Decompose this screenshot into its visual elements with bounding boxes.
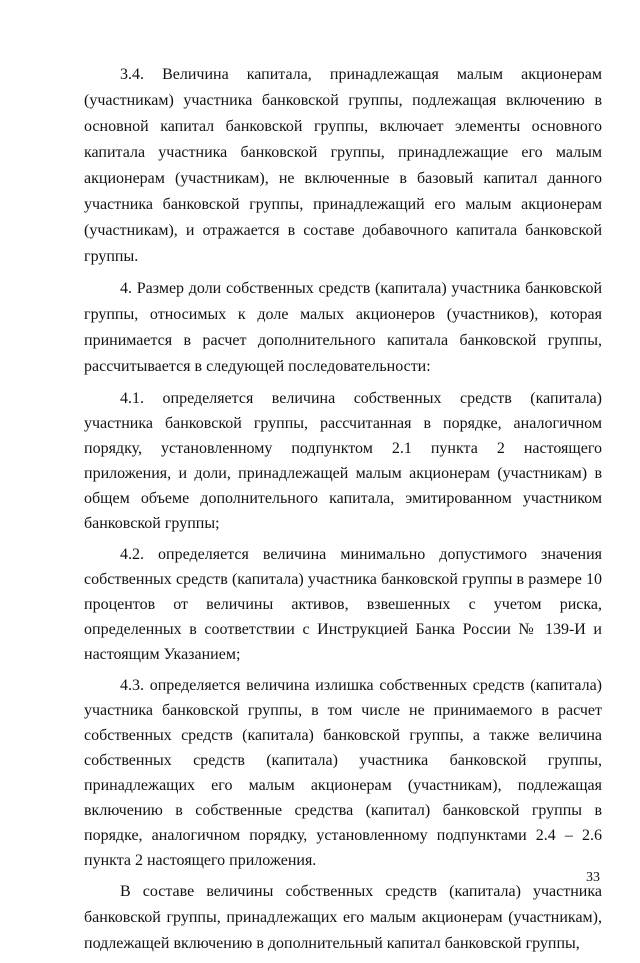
paragraph-4: 4. Размер доли собственных средств (капитала) участника банковской группы, относимых к доле малых акционеров (участников), которая принимается в расчет дополнительного капитала банковской группы, рассчитывается в следующей последовательности:	[84, 280, 602, 375]
paragraph-3-4: 3.4. Величина капитала, принадлежащая малым акционерам (участникам) участника банковской группы, подлежащая включению в основной капитал банковской группы, включает элементы основного капитала участника банковской группы, принадлежащие его малым акционерам (участникам), не включенные в базовый капитал данного участника банковской группы, принадлежащий его малым акционерам (участникам), и отражается в составе добавочного капитала банковской группы.	[84, 66, 602, 265]
page-number: 33	[586, 870, 600, 885]
paragraph-4-2: 4.2. определяется величина минимально допустимого значения собственных средств (капитала) участника банковской группы в размере 10 процентов от величины активов, взвешенных с учетом риска, определенных в соответствии с Инструкцией Банка России № 139-И и настоящим Указанием;	[84, 546, 602, 663]
paragraph-4-1: 4.1. определяется величина собственных средств (капитала) участника банковской группы, рассчитанная в порядке, аналогичном порядку, установленному подпунктом 2.1 пункта 2 настоящего приложения, и доли, принадлежащей малым акционерам (участникам) в общем объеме дополнительного капитала, эмитированном участником банковской группы;	[84, 390, 602, 532]
paragraph-4-3: 4.3. определяется величина излишка собственных средств (капитала) участника банковской группы, в том числе не принимаемого в расчет собственных средств (капитала) банковской группы, а также величина собственных средств (капитала) участника банковской группы, принадлежащих его малым акционерам (участникам), подлежащая включению в собственные средства (капитал) банковской группы в порядке, аналогичном порядку, установленному подпунктами 2.4 – 2.6 пункта 2 настоящего приложения.	[84, 677, 602, 869]
paragraph-continuation: В составе величины собственных средств (капитала) участника банковской группы, принадлежащих его малым акционерам (участникам), подлежащей включению в дополнительный капитал банковской группы,	[84, 883, 602, 952]
document-body	[84, 62, 602, 963]
